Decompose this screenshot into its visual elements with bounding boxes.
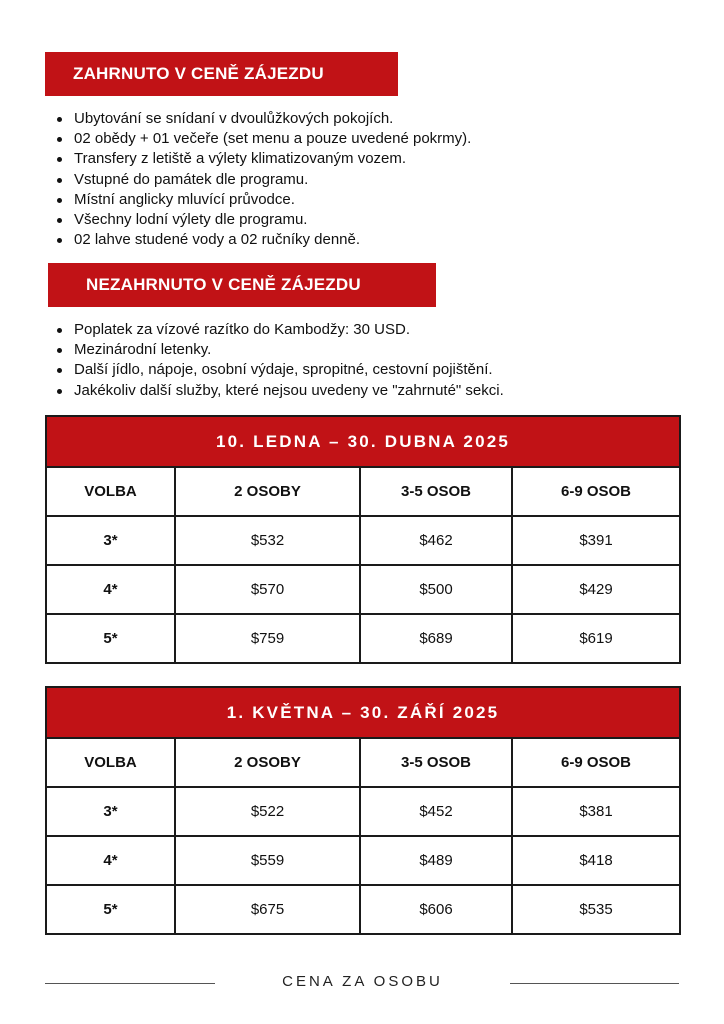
option-cell: 4* [46,836,175,885]
price-cell: $759 [175,614,360,663]
price-cell: $462 [360,516,512,565]
list-item: Mezinárodní letenky. [45,340,504,360]
column-header-2-persons: 2 OSOBY [175,738,360,787]
column-header-6-9-persons: 6-9 OSOB [512,738,680,787]
price-cell: $489 [360,836,512,885]
excluded-section-title: NEZAHRNUTO V CENĚ ZÁJEZDU [86,275,361,294]
list-item: Jakékoliv další služby, které nejsou uvedeny ve "zahrnuté" sekci. [45,381,504,401]
price-table-season-2 [45,686,681,935]
price-cell: $619 [512,614,680,663]
list-item: Poplatek za vízové razítko do Kambodžy: 30 USD. [45,320,504,340]
option-cell: 4* [46,565,175,614]
price-cell: $500 [360,565,512,614]
list-item: Všechny lodní výlety dle programu. [45,210,471,230]
price-cell: $452 [360,787,512,836]
column-header-option: VOLBA [46,467,175,516]
column-header-6-9-persons: 6-9 OSOB [512,467,680,516]
option-cell: 5* [46,614,175,663]
price-cell: $522 [175,787,360,836]
excluded-list [45,320,504,401]
included-list [45,109,471,250]
price-cell: $559 [175,836,360,885]
option-cell: 5* [46,885,175,934]
price-cell: $418 [512,836,680,885]
option-cell: 3* [46,787,175,836]
price-cell: $675 [175,885,360,934]
price-cell: $532 [175,516,360,565]
footer-divider-right [510,983,679,984]
table-row [46,565,680,614]
footer-divider-left [45,983,215,984]
table-row [46,836,680,885]
included-section-title: ZAHRNUTO V CENĚ ZÁJEZDU [73,64,324,83]
list-item: Místní anglicky mluvící průvodce. [45,190,471,210]
excluded-section-banner [48,263,436,307]
table-row [46,614,680,663]
price-cell: $429 [512,565,680,614]
included-section-banner [45,52,398,96]
table-row [46,787,680,836]
list-item: 02 obědy + 01 večeře (set menu a pouze uvedené pokrmy). [45,129,471,149]
list-item: Vstupné do památek dle programu. [45,170,471,190]
list-item: 02 lahve studené vody a 02 ručníky denně. [45,230,471,250]
price-cell: $391 [512,516,680,565]
season-header: 10. LEDNA – 30. DUBNA 2025 [46,416,680,467]
table-row [46,885,680,934]
price-table-season-1 [45,415,681,664]
option-cell: 3* [46,516,175,565]
season-header: 1. KVĚTNA – 30. ZÁŘÍ 2025 [46,687,680,738]
price-cell: $381 [512,787,680,836]
column-header-3-5-persons: 3-5 OSOB [360,738,512,787]
list-item: Další jídlo, nápoje, osobní výdaje, spropitné, cestovní pojištění. [45,360,504,380]
price-cell: $535 [512,885,680,934]
column-header-option: VOLBA [46,738,175,787]
table-row [46,516,680,565]
price-cell: $606 [360,885,512,934]
column-header-2-persons: 2 OSOBY [175,467,360,516]
footer-label: CENA ZA OSOBU [282,973,443,990]
price-cell: $570 [175,565,360,614]
list-item: Transfery z letiště a výlety klimatizovaným vozem. [45,149,471,169]
price-cell: $689 [360,614,512,663]
column-header-3-5-persons: 3-5 OSOB [360,467,512,516]
list-item: Ubytování se snídaní v dvoulůžkových pokojích. [45,109,471,129]
